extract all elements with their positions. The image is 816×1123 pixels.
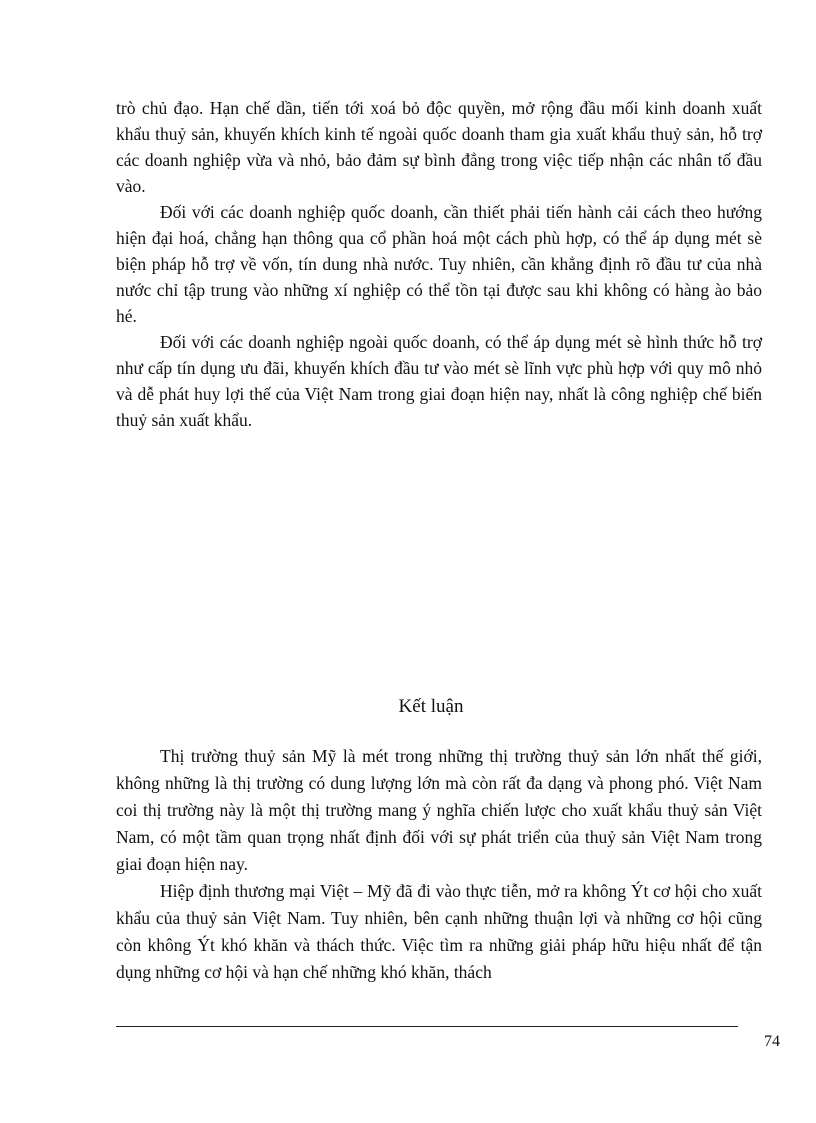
paragraph-trade-agreement: Hiệp định thương mại Việt – Mỹ đã đi vào thực tiễn, mở ra không Ýt cơ hội cho xuất khẩu của thuỷ sản Việt Nam. Tuy nhiên, bên cạnh những thuận lợi và những cơ hội cũng còn không Ýt khó khăn và thách thức. Việc tìm ra những giải pháp hữu hiệu nhất để tận dụng những cơ hội và hạn chế những khó khăn, thách <box>116 881 762 982</box>
paragraph-state-role: trò chủ đạo. Hạn chế dần, tiến tới xoá bỏ độc quyền, mở rộng đầu mối kinh doanh xuất khẩu thuỷ sản, khuyến khích kinh tế ngoài quốc doanh tham gia xuất khẩu thuỷ sản, hỗ trợ các doanh nghiệp vừa và nhỏ, bảo đảm sự bình đẳng trong việc tiếp nhận các nhân tố đầu vào. <box>116 98 762 196</box>
paragraph-us-market: Thị trường thuỷ sản Mỹ là mét trong những thị trường thuỷ sản lớn nhất thế giới, không những là thị trường có dung lượng lớn mà còn rất đa dạng và phong phó. Việt Nam coi thị trường này là một thị trường mang ý nghĩa chiến lược cho xuất khẩu thuỷ sản Việt Nam, có một tầm quan trọng nhất định đối với sự phát triển của thuỷ sản Việt Nam trong giai đoạn hiện nay. <box>116 746 762 874</box>
paragraph-non-state-enterprises: Đối với các doanh nghiệp ngoài quốc doanh, có thể áp dụng mét sè hình thức hỗ trợ như cấp tín dụng ưu đãi, khuyến khích đầu tư vào mét sè lĩnh vực phù hợp với quy mô nhỏ và dễ phát huy lợi thế của Việt Nam trong giai đoạn hiện nay, nhất là công nghiệp chế biến thuỷ sản xuất khẩu. <box>116 332 762 430</box>
page-number: 74 <box>764 1033 780 1050</box>
footer-divider <box>116 1026 738 1027</box>
body-text-conclusion <box>116 743 762 986</box>
section-heading-conclusion: Kết luận <box>398 696 464 717</box>
body-text-top <box>116 95 762 433</box>
paragraph-state-enterprises: Đối với các doanh nghiệp quốc doanh, cần thiết phải tiến hành cải cách theo hướng hiện đại hoá, chẳng hạn thông qua cổ phần hoá một cách phù hợp, có thể áp dụng mét sè biện pháp hỗ trợ về vốn, tín dung nhà nước. Tuy nhiên, cần khẳng định rõ đầu tư của nhà nước chỉ tập trung vào những xí nghiệp có thể tồn tại được sau khi không có hàng ào bảo hé. <box>116 202 762 326</box>
